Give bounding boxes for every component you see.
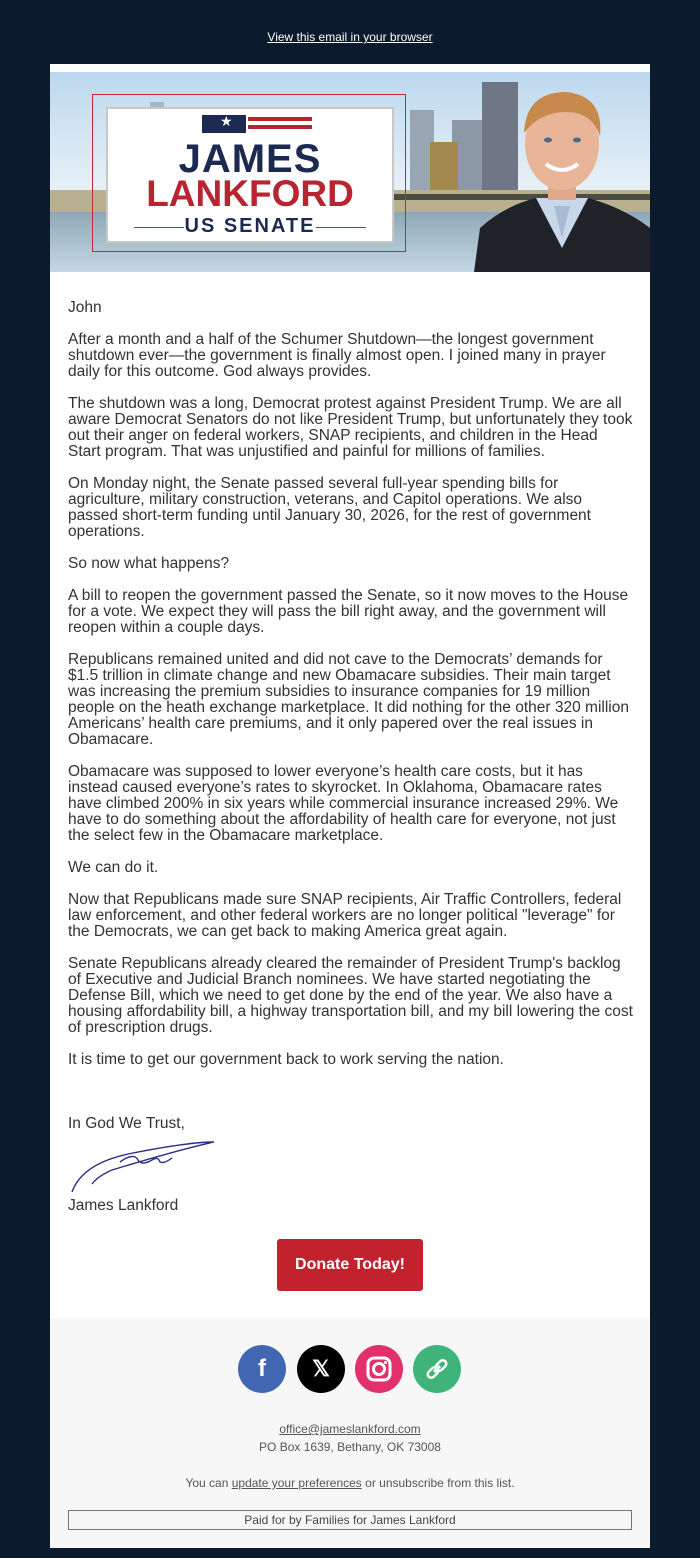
header-banner: [50, 72, 650, 272]
email-card: [50, 64, 650, 1548]
update-preferences-link[interactable]: update your preferences: [231, 1476, 362, 1490]
x-icon[interactable]: 𝕏: [297, 1345, 345, 1393]
email-link-text[interactable]: office@jameslankford.com: [279, 1422, 421, 1436]
candidate-portrait: [474, 78, 650, 272]
greeting: John: [68, 299, 102, 316]
body-paragraph: We can do it.: [68, 859, 159, 876]
donate-button[interactable]: Donate Today!: [277, 1239, 423, 1291]
flag-stripe: [248, 125, 312, 129]
email-topbar: [0, 0, 700, 64]
logo-us-senate-text: US SENATE: [184, 215, 316, 237]
preferences-line: [50, 1476, 650, 1490]
body-paragraph: After a month and a half of the Schumer Shutdown—the longest government shutdown ever—the government is finally almost open. I joined many in prayer daily for this outcome. God always provides.: [68, 331, 606, 380]
facebook-icon[interactable]: f: [238, 1345, 286, 1393]
body-paragraph: A bill to reopen the government passed the Senate, so it now moves to the House for a vote. We expect they will pass the bill right away, and the government will reopen within a couple days.: [68, 587, 629, 636]
logo-lankford-text: LANKFORD: [146, 173, 354, 214]
footer-address: PO Box 1639, Bethany, OK 73008: [259, 1440, 441, 1454]
signature-name: James Lankford: [68, 1197, 179, 1214]
body-paragraph: Obamacare was supposed to lower everyone’s health care costs, but it has instead caused everyone’s rates to skyrocket. In Oklahoma, Obamacare rates have climbed 200% in six years while commercial insurance increased 29%. We have to do something about the affordability of health care for everyone, not just the select few in the Obamacare marketplace.: [68, 763, 619, 844]
closing-text: In God We Trust,: [68, 1115, 185, 1132]
preferences-prefix: You can: [185, 1476, 232, 1490]
body-paragraph: The shutdown was a long, Democrat protest against President Trump. We are all aware Democrat Senators do not like President Trump, but unfortunately they took out their anger on federal workers, SNAP recipients, and children in the Head Start program. That was unjustified and painful for millions of families.: [68, 395, 633, 460]
logo-james-text: JAMES: [178, 137, 322, 181]
body-paragraph: Republicans remained united and did not cave to the Democrats’ demands for $1.5 trillion in climate change and new Obamacare subsidies. Their main target was increasing the premium subsidies to insurance companies for 19 million people on the heath exchange marketplace. It did nothing for the other 320 million Americans’ health care premiums, and it only papered over the real issues in Obamacare.: [68, 651, 629, 748]
paid-for-disclaimer: Paid for by Families for James Lankford: [68, 1510, 632, 1530]
body-paragraph: So now what happens?: [68, 555, 230, 572]
body-paragraph: It is time to get our government back to work serving the nation.: [68, 1051, 504, 1068]
body-paragraph: Senate Republicans already cleared the remainder of President Trump's backlog of Executive and Judicial Branch nominees. We have started negotiating the Defense Bill, which we need to get done by the end of the year. We also have a housing affordability bill, a highway transportation bill, and my bill lowering the cost of prescription drugs.: [68, 955, 633, 1036]
view-in-browser-link[interactable]: View this email in your browser: [267, 30, 433, 44]
handwritten-signature: [68, 1136, 218, 1196]
campaign-logo: [106, 107, 394, 243]
link-icon[interactable]: [413, 1345, 461, 1393]
instagram-icon[interactable]: [355, 1345, 403, 1393]
flag-stripe: [248, 117, 312, 121]
body-paragraph: On Monday night, the Senate passed several full-year spending bills for agriculture, military construction, veterans, and Capitol operations. We also passed short-term funding until January 30, 2026, for the rest of government operations.: [68, 475, 591, 540]
footer-email-link[interactable]: [50, 1422, 650, 1436]
body-paragraph: Now that Republicans made sure SNAP recipients, Air Traffic Controllers, federal law enforcement, and other federal workers are no longer political "leverage" for the Democrats, we can get back to making America great again.: [68, 891, 622, 940]
star-icon: ★: [220, 113, 233, 129]
footer: [50, 1318, 650, 1548]
preferences-suffix: or unsubscribe from this list.: [361, 1476, 515, 1490]
building: [430, 142, 458, 192]
